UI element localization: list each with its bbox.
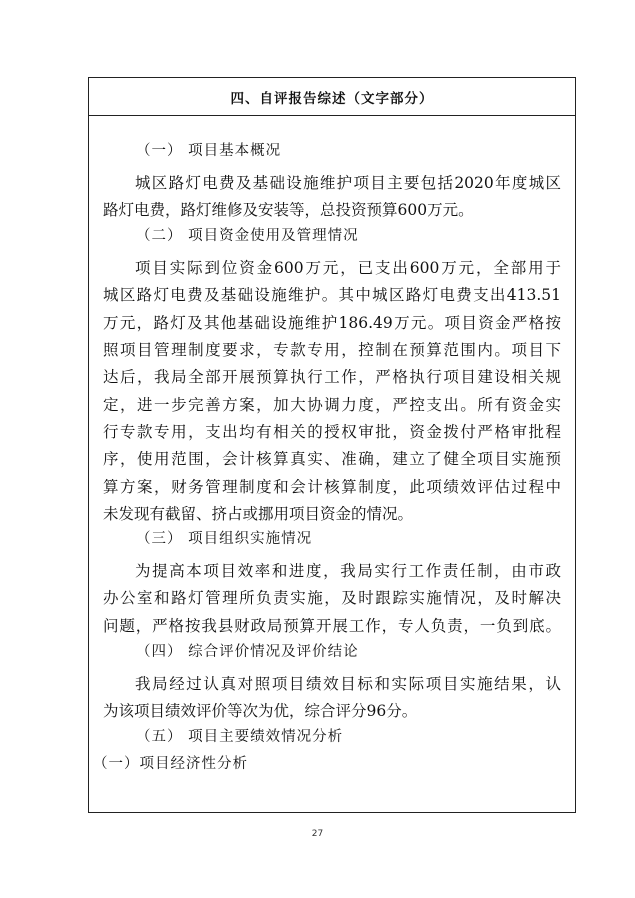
paragraph-line: 城区路灯电费及基础设施维护项目主要包括2020年度城区 <box>135 174 561 192</box>
paragraph-line: 办公室和路灯管理所负责实施，及时跟踪实施情况，及时解决 <box>103 589 561 607</box>
paragraph-line: 序，使用范围，会计核算真实、准确，建立了健全项目实施预 <box>103 450 561 468</box>
report-table <box>88 77 576 813</box>
page-number: 27 <box>311 829 324 839</box>
paragraph-line: 城区路灯电费及基础设施维护。其中城区路灯电费支出413.51 <box>103 286 561 304</box>
paragraph-line: 项目实际到位资金600万元，已支出600万元，全部用于 <box>135 259 561 277</box>
paragraph-line: 路灯电费，路灯维修及安装等，总投资预算600万元。 <box>103 201 474 219</box>
subsection-heading: （一）项目经济性分析 <box>93 756 248 772</box>
paragraph-line: 达后，我局全部开展预算执行工作，严格执行项目建设相关规 <box>103 368 561 386</box>
paragraph-line: 为提高本项目效率和进度，我局实行工作责任制，由市政 <box>135 562 561 580</box>
section-heading: （二） 项目资金使用及管理情况 <box>136 228 359 244</box>
paragraph-line: 算方案，财务管理制度和会计核算制度，此项绩效评估过程中 <box>103 478 561 496</box>
section-heading: （四） 综合评价情况及评价结论 <box>136 644 359 660</box>
paragraph-line: 问题，严格按我县财政局预算开展工作，专人负责，一负到底。 <box>103 617 561 635</box>
paragraph-line: 万元，路灯及其他基础设施维护186.49万元。项目资金严格按 <box>103 314 561 332</box>
section-heading: （三） 项目组织实施情况 <box>136 531 313 547</box>
table-header <box>89 78 575 116</box>
section-title: 四、自评报告综述（文字部分） <box>230 90 434 107</box>
paragraph-line: 我局经过认真对照项目绩效目标和实际项目实施结果，认 <box>135 675 561 693</box>
paragraph-line: 行专款专用，支出均有相关的授权审批，资金拨付严格审批程 <box>103 423 561 441</box>
section-heading: （一） 项目基本概况 <box>136 143 282 159</box>
paragraph-line: 照项目管理制度要求，专款专用，控制在预算范围内。项目下 <box>103 341 561 359</box>
paragraph-line: 为该项目绩效评价等次为优，综合评分96分。 <box>103 702 418 720</box>
paragraph-line: 未发现有截留、挤占或挪用项目资金的情况。 <box>103 505 414 523</box>
section-heading: （五） 项目主要绩效情况分析 <box>136 729 344 745</box>
report-body <box>89 116 575 812</box>
paragraph-line: 定，进一步完善方案，加大协调力度，严控支出。所有资金实 <box>103 396 561 414</box>
